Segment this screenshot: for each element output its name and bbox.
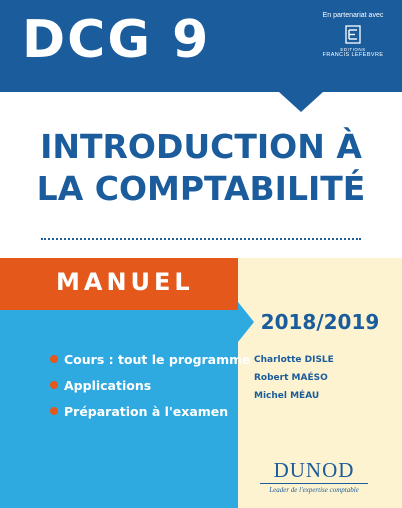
partner-publisher-name: FRANCIS LEFEBVRE [322, 52, 384, 59]
author-name: Michel MÉAU [254, 391, 320, 401]
bullet-icon [50, 381, 58, 389]
partner-publisher-small: EDITIONS [340, 47, 366, 52]
efl-monogram-icon [345, 25, 361, 44]
feature-item [50, 346, 251, 372]
series-title: DCG 9 [22, 10, 211, 70]
book-title [0, 126, 402, 210]
title-line-1: INTRODUCTION À [40, 127, 362, 166]
publisher-name: DUNOD [273, 458, 355, 482]
feature-text: Cours : tout le programme [64, 351, 251, 367]
edition-year: 2018/2019 [260, 310, 380, 334]
publisher-rule [260, 483, 368, 484]
feature-text: Applications [64, 377, 152, 393]
manual-label: MANUEL [56, 268, 194, 296]
bullet-icon [50, 407, 58, 415]
feature-item [50, 372, 251, 398]
partner-label: En partenariat avec [322, 12, 384, 19]
header-pointer [279, 92, 323, 112]
author-name: Charlotte DISLE [254, 355, 334, 365]
bullet-icon [50, 355, 58, 363]
dotted-divider [41, 238, 361, 240]
feature-text: Préparation à l'examen [64, 403, 229, 419]
feature-list [50, 346, 251, 424]
title-line-2: LA COMPTABILITÉ [36, 169, 366, 208]
feature-item [50, 398, 251, 424]
publisher-logo [254, 460, 374, 494]
publisher-tagline: Leader de l'expertise comptable [269, 486, 359, 494]
author-name: Robert MAÉSO [254, 373, 328, 383]
partner-block [310, 12, 396, 59]
author-list [254, 351, 334, 405]
